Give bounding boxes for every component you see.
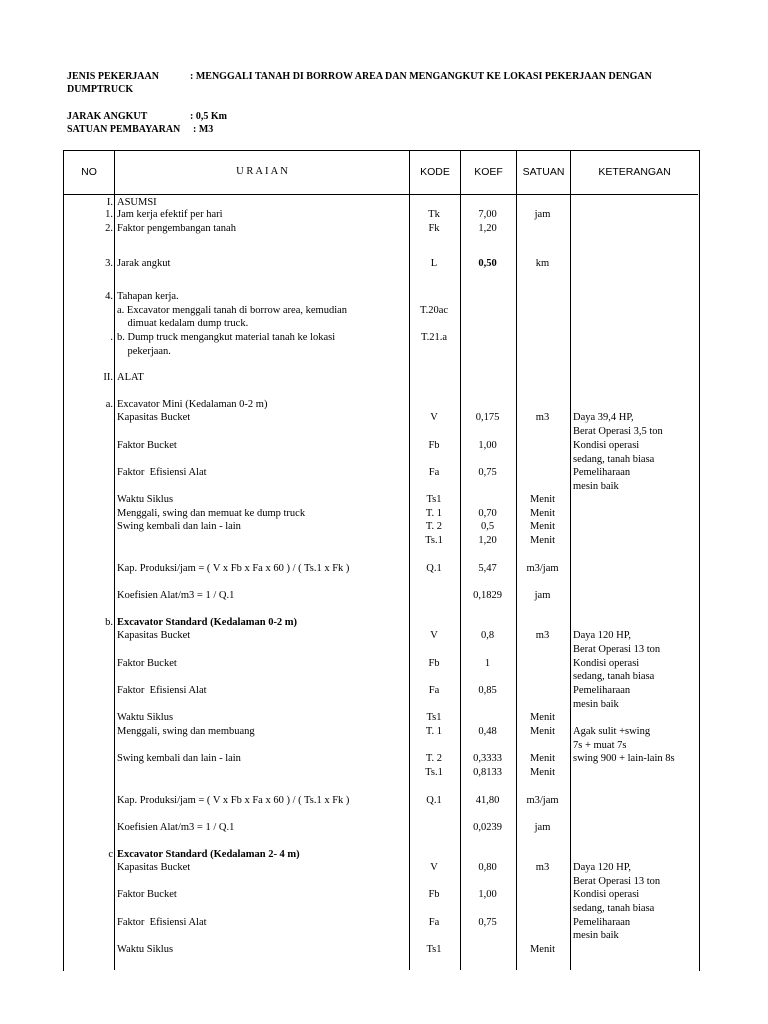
row-satuan: km (535, 258, 550, 269)
row-kode: Q.1 (426, 795, 442, 806)
jarak-angkut-label: JARAK ANGKUT (67, 111, 148, 122)
row-koef: 0,50 (478, 258, 497, 269)
row-koef: 0,0239 (473, 822, 502, 833)
row-uraian: Koefisien Alat/m3 = 1 / Q.1 (117, 590, 235, 601)
row-keterangan: Berat Operasi 3,5 ton (573, 426, 663, 437)
row-kode: T. 2 (425, 753, 443, 764)
table-row (63, 725, 698, 738)
table-row (63, 520, 698, 533)
row-no: a. (105, 399, 113, 410)
row-keterangan: Berat Operasi 13 ton (573, 876, 661, 887)
row-uraian: Koefisien Alat/m3 = 1 / Q.1 (117, 822, 235, 833)
row-kode: T. 1 (425, 726, 443, 737)
row-koef: 0,8133 (473, 767, 502, 778)
row-uraian: Waktu Siklus (117, 944, 174, 955)
row-uraian: Excavator Standard (Kedalaman 2- 4 m) (117, 849, 300, 860)
row-kode: Fa (428, 685, 440, 696)
table-row (63, 616, 698, 629)
table-row (63, 507, 698, 520)
row-kode: Fa (428, 467, 440, 478)
row-koef: 0,5 (480, 521, 495, 532)
row-kode: Fb (428, 440, 440, 451)
table-row (63, 439, 698, 452)
row-uraian: Faktor Bucket (117, 658, 177, 669)
table-row (63, 466, 698, 479)
row-uraian: Faktor Efisiensi Alat (117, 685, 207, 696)
row-no: b. (105, 617, 113, 628)
col-header-satuan: SATUAN (522, 166, 565, 178)
row-koef: 0,75 (478, 467, 497, 478)
row-keterangan: sedang, tanah biasa (573, 903, 655, 914)
row-uraian: ASUMSI (117, 197, 157, 208)
row-keterangan: Kondisi operasi (573, 658, 640, 669)
column-divider (114, 150, 115, 970)
table-row (63, 643, 698, 656)
row-koef: 0,1829 (473, 590, 502, 601)
col-header-keterangan: KETERANGAN (598, 166, 671, 178)
table-row (63, 916, 698, 929)
table-row (63, 861, 698, 874)
row-koef: 0,48 (478, 726, 497, 737)
row-kode: Fb (428, 889, 440, 900)
row-kode: Fb (428, 658, 440, 669)
row-koef: 0,8 (480, 630, 495, 641)
row-keterangan: Pemeliharaan (573, 917, 631, 928)
row-uraian: Menggali, swing dan memuat ke dump truck (117, 508, 306, 519)
row-satuan: Menit (529, 494, 556, 505)
row-keterangan: swing 900 + lain-lain 8s (573, 753, 675, 764)
satuan-pembayaran-label: SATUAN PEMBAYARAN (67, 124, 181, 135)
row-keterangan: Kondisi operasi (573, 440, 640, 451)
row-satuan: Menit (529, 508, 556, 519)
row-uraian: Waktu Siklus (117, 494, 174, 505)
table-row (63, 589, 698, 602)
row-uraian: b. Dump truck mengangkut material tanah ke lokasi (117, 332, 336, 343)
table-row (63, 752, 698, 765)
table-row (63, 821, 698, 834)
row-kode: Ts1 (426, 712, 442, 723)
row-uraian: Kap. Produksi/jam = ( V x Fb x Fa x 60 ) / ( Ts.1 x Fk ) (117, 795, 350, 806)
row-koef: 1 (484, 658, 491, 669)
table-row (63, 562, 698, 575)
jenis-pekerjaan-value-cont: DUMPTRUCK (67, 84, 134, 95)
table-row (63, 425, 698, 438)
table-row (63, 304, 698, 317)
row-satuan: m3 (535, 412, 550, 423)
row-satuan: m3 (535, 630, 550, 641)
row-kode: T. 2 (425, 521, 443, 532)
row-no: c (108, 849, 113, 860)
row-koef: 1,00 (478, 440, 497, 451)
table-row (63, 257, 698, 270)
table-row (63, 943, 698, 956)
row-uraian: Swing kembali dan lain - lain (117, 753, 241, 764)
row-satuan: jam (534, 822, 551, 833)
row-koef: 1,20 (478, 223, 497, 234)
row-keterangan: sedang, tanah biasa (573, 671, 655, 682)
row-koef: 5,47 (478, 563, 497, 574)
row-no: I. (106, 197, 113, 208)
row-uraian: Faktor Bucket (117, 889, 177, 900)
col-header-koef: KOEF (474, 166, 503, 178)
table-row (63, 331, 698, 344)
row-satuan: Menit (529, 944, 556, 955)
row-kode: T.21.a (420, 332, 448, 343)
row-keterangan: mesin baik (573, 930, 619, 941)
row-keterangan: Kondisi operasi (573, 889, 640, 900)
table-row (63, 739, 698, 752)
row-koef: 0,85 (478, 685, 497, 696)
row-keterangan: Agak sulit +swing (573, 726, 651, 737)
row-uraian: Kapasitas Bucket (117, 412, 191, 423)
header-divider (63, 194, 698, 195)
table-row (63, 290, 698, 303)
table-row (63, 345, 698, 358)
row-keterangan: Daya 39,4 HP, (573, 412, 634, 423)
table-row (63, 453, 698, 466)
table-row (63, 371, 698, 384)
table-row (63, 317, 698, 330)
row-kode: V (430, 862, 438, 873)
jenis-pekerjaan-label: JENIS PEKERJAAN (67, 71, 159, 82)
row-uraian: Faktor Bucket (117, 440, 177, 451)
col-header-uraian: U R A I A N (236, 166, 288, 177)
table-row (63, 766, 698, 779)
table-row (63, 534, 698, 547)
table-row (63, 684, 698, 697)
table-row (63, 657, 698, 670)
row-uraian: Jam kerja efektif per hari (117, 209, 223, 220)
row-uraian: a. Excavator menggali tanah di borrow area, kemudian (117, 305, 348, 316)
row-kode: Tk (428, 209, 440, 220)
table-row (63, 711, 698, 724)
row-no: II. (103, 372, 113, 383)
row-satuan: Menit (529, 521, 556, 532)
row-koef: 0,175 (475, 412, 500, 423)
row-kode: Ts.1 (425, 535, 443, 546)
row-koef: 0,80 (478, 862, 497, 873)
table-row (63, 902, 698, 915)
row-koef: 1,00 (478, 889, 497, 900)
row-uraian: Swing kembali dan lain - lain (117, 521, 241, 532)
table-row (63, 222, 698, 235)
row-uraian: Faktor Efisiensi Alat (117, 467, 207, 478)
row-no: 4. (105, 291, 113, 302)
column-divider (570, 150, 571, 970)
row-keterangan: Berat Operasi 13 ton (573, 644, 661, 655)
col-header-no: NO (81, 166, 97, 178)
row-no: 2. (105, 223, 113, 234)
table-row (63, 698, 698, 711)
row-keterangan: mesin baik (573, 699, 619, 710)
satuan-pembayaran-value: : M3 (193, 124, 214, 135)
table-row (63, 208, 698, 221)
row-kode: Ts1 (426, 944, 442, 955)
table-row (63, 493, 698, 506)
row-satuan: m3/jam (526, 563, 559, 574)
row-keterangan: 7s + muat 7s (573, 740, 627, 751)
row-keterangan: sedang, tanah biasa (573, 454, 655, 465)
jenis-pekerjaan-value: : MENGGALI TANAH DI BORROW AREA DAN MENGANGKUT KE LOKASI PEKERJAAN DENGAN (190, 71, 652, 82)
row-uraian: Excavator Mini (Kedalaman 0-2 m) (117, 399, 268, 410)
row-satuan: Menit (529, 712, 556, 723)
table-row (63, 794, 698, 807)
row-kode: Q.1 (426, 563, 442, 574)
row-satuan: Menit (529, 726, 556, 737)
row-koef: 7,00 (478, 209, 497, 220)
row-koef: 0,75 (478, 917, 497, 928)
column-divider (409, 150, 410, 970)
table-row (63, 398, 698, 411)
table-row (63, 629, 698, 642)
row-satuan: m3/jam (526, 795, 559, 806)
row-keterangan: mesin baik (573, 481, 619, 492)
row-uraian: Tahapan kerja. (117, 291, 179, 302)
col-header-kode: KODE (420, 166, 450, 178)
table-row (63, 848, 698, 861)
table-row (63, 480, 698, 493)
row-kode: Fa (428, 917, 440, 928)
row-uraian: Jarak angkut (117, 258, 171, 269)
row-no: . (110, 332, 113, 343)
column-divider (516, 150, 517, 970)
row-keterangan: Pemeliharaan (573, 467, 631, 478)
row-satuan: m3 (535, 862, 550, 873)
jarak-angkut-value: : 0,5 Km (190, 111, 227, 122)
row-uraian: Faktor Efisiensi Alat (117, 917, 207, 928)
row-satuan: Menit (529, 767, 556, 778)
row-keterangan: Pemeliharaan (573, 685, 631, 696)
row-uraian: ALAT (117, 372, 144, 383)
row-koef: 1,20 (478, 535, 497, 546)
row-kode: Ts1 (426, 494, 442, 505)
column-divider (460, 150, 461, 970)
row-uraian: Waktu Siklus (117, 712, 174, 723)
row-kode: L (430, 258, 438, 269)
row-kode: T. 1 (425, 508, 443, 519)
table-row (63, 888, 698, 901)
row-koef: 0,3333 (473, 753, 502, 764)
row-satuan: jam (534, 590, 551, 601)
row-koef: 0,70 (478, 508, 497, 519)
table-row (63, 929, 698, 942)
row-kode: V (430, 412, 438, 423)
row-uraian: Kapasitas Bucket (117, 630, 191, 641)
row-uraian: dimuat kedalam dump truck. (117, 318, 249, 329)
row-kode: Ts.1 (425, 767, 443, 778)
row-kode: Fk (428, 223, 440, 234)
row-uraian: pekerjaan. (117, 346, 171, 357)
row-keterangan: Daya 120 HP, (573, 630, 632, 641)
row-satuan: Menit (529, 535, 556, 546)
row-no: 3. (105, 258, 113, 269)
row-uraian: Faktor pengembangan tanah (117, 223, 236, 234)
row-kode: V (430, 630, 438, 641)
row-uraian: Kapasitas Bucket (117, 862, 191, 873)
table-row (63, 670, 698, 683)
table-row (63, 411, 698, 424)
row-satuan: Menit (529, 753, 556, 764)
row-satuan: jam (534, 209, 551, 220)
row-uraian: Menggali, swing dan membuang (117, 726, 255, 737)
row-no: 1. (105, 209, 113, 220)
row-kode: T.20ac (419, 305, 449, 316)
table-row (63, 875, 698, 888)
row-uraian: Excavator Standard (Kedalaman 0-2 m) (117, 617, 298, 628)
row-koef: 41,80 (475, 795, 500, 806)
row-keterangan: Daya 120 HP, (573, 862, 632, 873)
row-uraian: Kap. Produksi/jam = ( V x Fb x Fa x 60 ) / ( Ts.1 x Fk ) (117, 563, 350, 574)
